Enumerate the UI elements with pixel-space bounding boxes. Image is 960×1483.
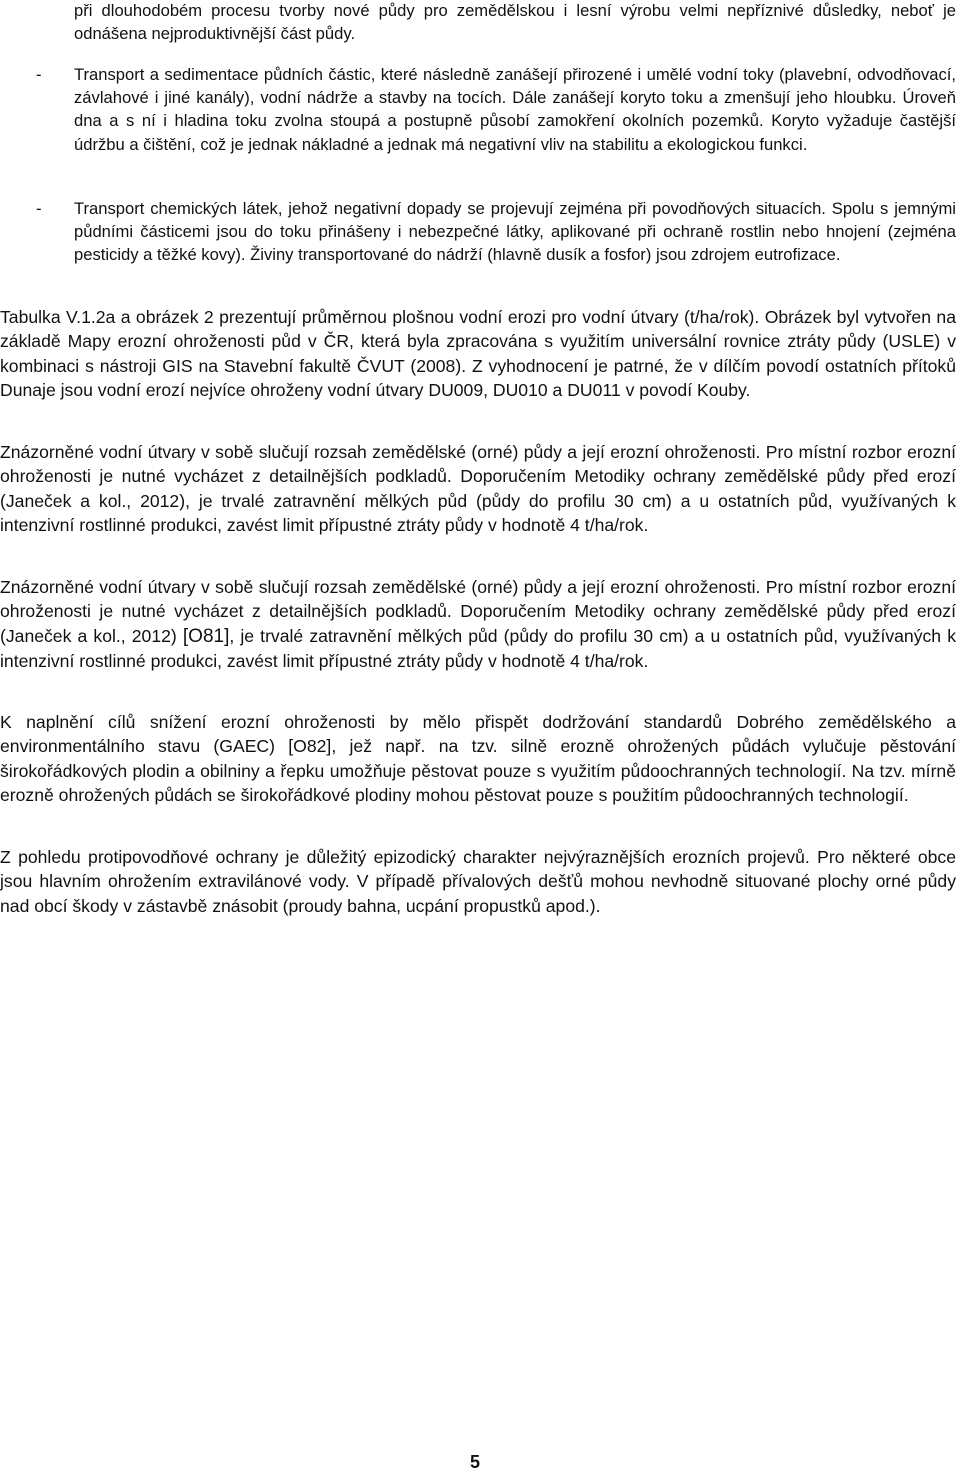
- bullet-item-chemical-transport: Transport chemických látek, jehož negativní dopady se projevují zejména při povodňových situacích. Spolu s jemnými půdními částicemi jsou do toku přinášeny i nebezpečné látky, aplikované při ochraně rostlin nebo hnojení (zejména pesticidy a těžké kovy). Živiny transportované do nádrží (hlavně dusík a fosfor) jsou zdrojem eutrofizace.: [74, 199, 956, 265]
- bullet-dash-2: -: [36, 199, 42, 218]
- paragraph-gaec-standards: K naplnění cílů snížení erozní ohroženosti by mělo přispět dodržování standardů Dobrého zemědělského a environmentálního stavu (GAEC) [O82], jež např. na tzv. silně erozně ohrožených půdách vylučuje pěstování širokořádkových plodin a obilniny a řepku umožňuje pěstovat pouze s využitím půdoochranných technologií. Na tzv. mírně erozně ohrožených půdách se širokořádkové plodiny mohou pěstovat pouze s použitím půdoochranných technologií.: [0, 712, 956, 806]
- bullet-dash-1: -: [36, 65, 42, 84]
- bullet-item-sediment-transport: Transport a sedimentace půdních částic, které následně zanášejí přirozené i umělé vodní toky (plavební, odvodňovací, závlahové i jiné kanály), vodní nádrže a stavby na tocích. Dále zanášejí koryto toku a zmenšují jeho hloubku. Úroveň dna a s ní i hladina toku zvolna stoupá a postupně působí zamokření okolních pozemků. Koryto vyžaduje častější údržbu a čištění, což je jednak nákladné a jednak má negativní vliv na stabilitu a ekologickou funkci.: [74, 65, 956, 154]
- paragraph-erosion-units-2-text-b: , je trvalé zatravnění mělkých půd (půdy do profilu 30 cm) a u ostatních půd, využívaných k intenzivní rostlinné produkci, zavést limit přípustné ztráty půdy v hodnotě 4 t/ha/rok.: [0, 625, 956, 672]
- bullet-continuation-text: při dlouhodobém procesu tvorby nové půdy pro zemědělskou i lesní výrobu velmi nepříznivé důsledky, neboť je odnášena nejproduktivnější část půdy.: [74, 1, 956, 44]
- paragraph-table-figure: Tabulka V.1.2a a obrázek 2 prezentují průměrnou plošnou vodní erozi pro vodní útvary (t/ha/rok). Obrázek byl vytvořen na základě Mapy erozní ohroženosti půd v ČR, která byla zpracována s využitím universální rovnice ztráty půdy (USLE) v kombinaci s nástroji GIS na Stavební fakultě ČVUT (2008). Z vyhodnocení je patrné, že v dílčím povodí ostatních přítoků Dunaje jsou vodní erozí nejvíce ohroženy vodní útvary DU009, DU010 a DU011 v povodí Kouby.: [0, 307, 956, 401]
- paragraph-flood-protection: Z pohledu protipovodňové ochrany je důležitý epizodický charakter nejvýraznějších erozních projevů. Pro některé obce jsou hlavním ohrožením extravilánové vody. V případě přívalových dešťů mohou nevhodně situované plochy orné půdy nad obcí škody v zástavbě znásobit (proudy bahna, ucpání propustků apod.).: [0, 847, 956, 916]
- paragraph-erosion-units-2: [0, 575, 956, 674]
- reference-o81: [O81]: [182, 625, 230, 647]
- paragraph-erosion-units-2-text-a: Znázorněné vodní útvary v sobě slučují rozsah zemědělské (orné) půdy a její erozní ohroženosti. Pro místní rozbor erozní ohroženosti je nutné vycházet z detailnějších podkladů. Doporučením Metodiky ochrany zemědělské půdy před erozí (Janeček a kol., 2012): [0, 577, 956, 646]
- paragraph-erosion-units-1: Znázorněné vodní útvary v sobě slučují rozsah zemědělské (orné) půdy a její erozní ohroženosti. Pro místní rozbor erozní ohroženosti je nutné vycházet z detailnějších podkladů. Doporučením Metodiky ochrany zemědělské půdy před erozí (Janeček a kol., 2012), je trvalé zatravnění mělkých půd (půdy do profilu 30 cm) a u ostatních půd, využívaných k intenzivní rostlinné produkci, zavést limit přípustné ztráty půdy v hodnotě 4 t/ha/rok.: [0, 442, 956, 536]
- page-number: 5: [470, 1452, 481, 1472]
